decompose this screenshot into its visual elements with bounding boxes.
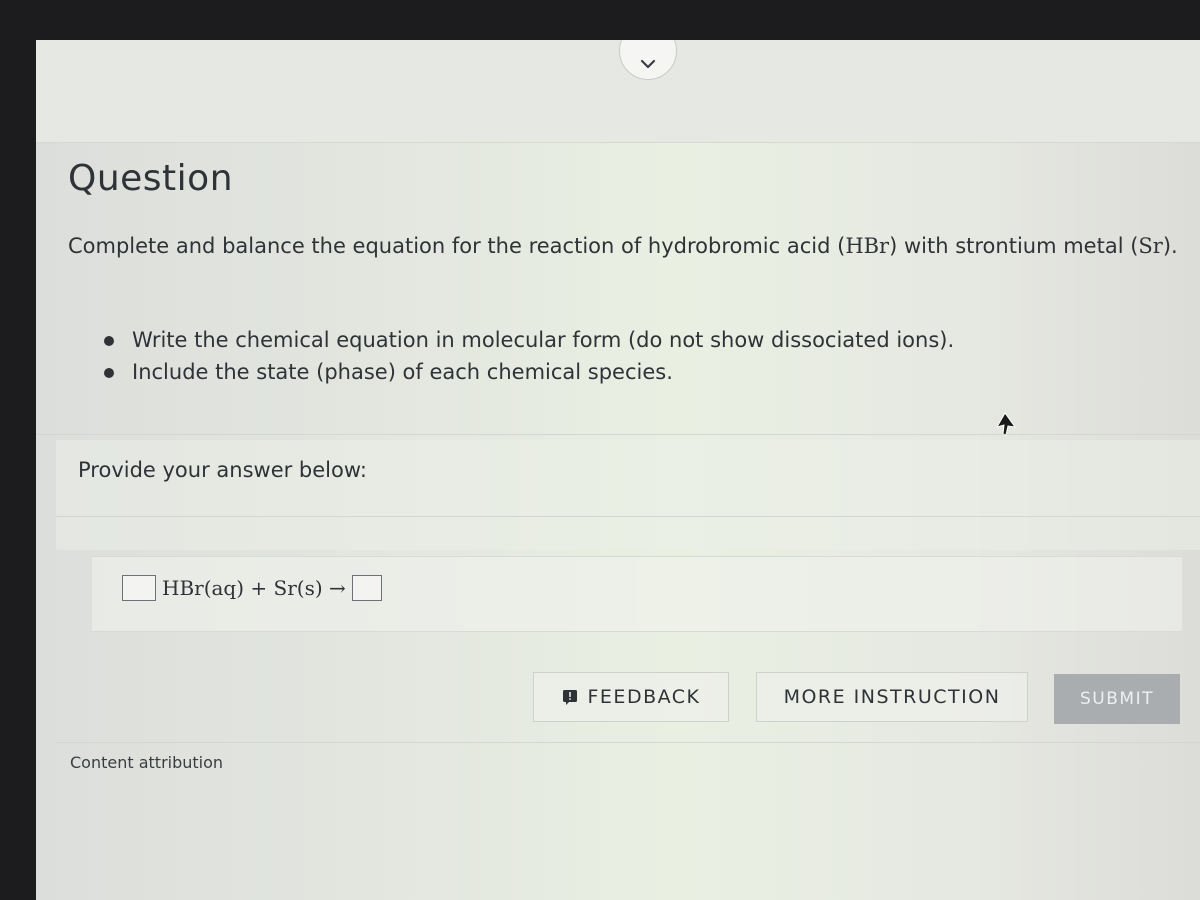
instruction-list bbox=[96, 324, 954, 388]
answer-section bbox=[56, 440, 1200, 550]
section-divider bbox=[36, 434, 1200, 435]
section-divider bbox=[56, 516, 1200, 517]
instruction-text: Write the chemical equation in molecular form (do not show dissociated ions). bbox=[132, 328, 955, 352]
question-heading: Question bbox=[68, 158, 234, 199]
prompt-text-start: Complete and balance the equation for the reaction of hydrobromic acid ( bbox=[68, 234, 846, 258]
instruction-item bbox=[96, 324, 954, 356]
submit-label: SUBMIT bbox=[1080, 689, 1154, 709]
instruction-text: Include the state (phase) of each chemical species. bbox=[132, 360, 673, 384]
feedback-icon bbox=[562, 689, 578, 705]
bullet-icon bbox=[104, 336, 114, 346]
instruction-item bbox=[96, 356, 954, 388]
more-instruction-label: MORE INSTRUCTION bbox=[783, 686, 1001, 708]
feedback-button[interactable] bbox=[533, 672, 729, 722]
coefficient-input[interactable] bbox=[122, 575, 156, 601]
mouse-cursor-icon bbox=[994, 412, 1016, 436]
formula-sr: Sr bbox=[1138, 234, 1163, 258]
content-attribution-link[interactable]: Content attribution bbox=[70, 753, 224, 772]
section-divider bbox=[56, 742, 1200, 743]
answer-prompt-label: Provide your answer below: bbox=[78, 458, 367, 482]
question-prompt bbox=[68, 230, 1188, 262]
bullet-icon bbox=[104, 368, 114, 378]
submit-button[interactable] bbox=[1054, 674, 1180, 724]
chevron-down-icon bbox=[640, 59, 656, 69]
equation-text: HBr(aq) + Sr(s) → bbox=[162, 576, 346, 600]
top-strip bbox=[36, 40, 1200, 143]
prompt-text-middle: ) with strontium metal ( bbox=[889, 234, 1139, 258]
equation-editor bbox=[122, 575, 382, 601]
browser-viewport bbox=[36, 40, 1200, 900]
formula-hbr: HBr bbox=[845, 234, 890, 258]
prompt-text-end: ). bbox=[1162, 234, 1178, 258]
feedback-label: FEEDBACK bbox=[587, 686, 701, 708]
more-instruction-button[interactable] bbox=[756, 672, 1028, 722]
product-input[interactable] bbox=[352, 575, 382, 601]
